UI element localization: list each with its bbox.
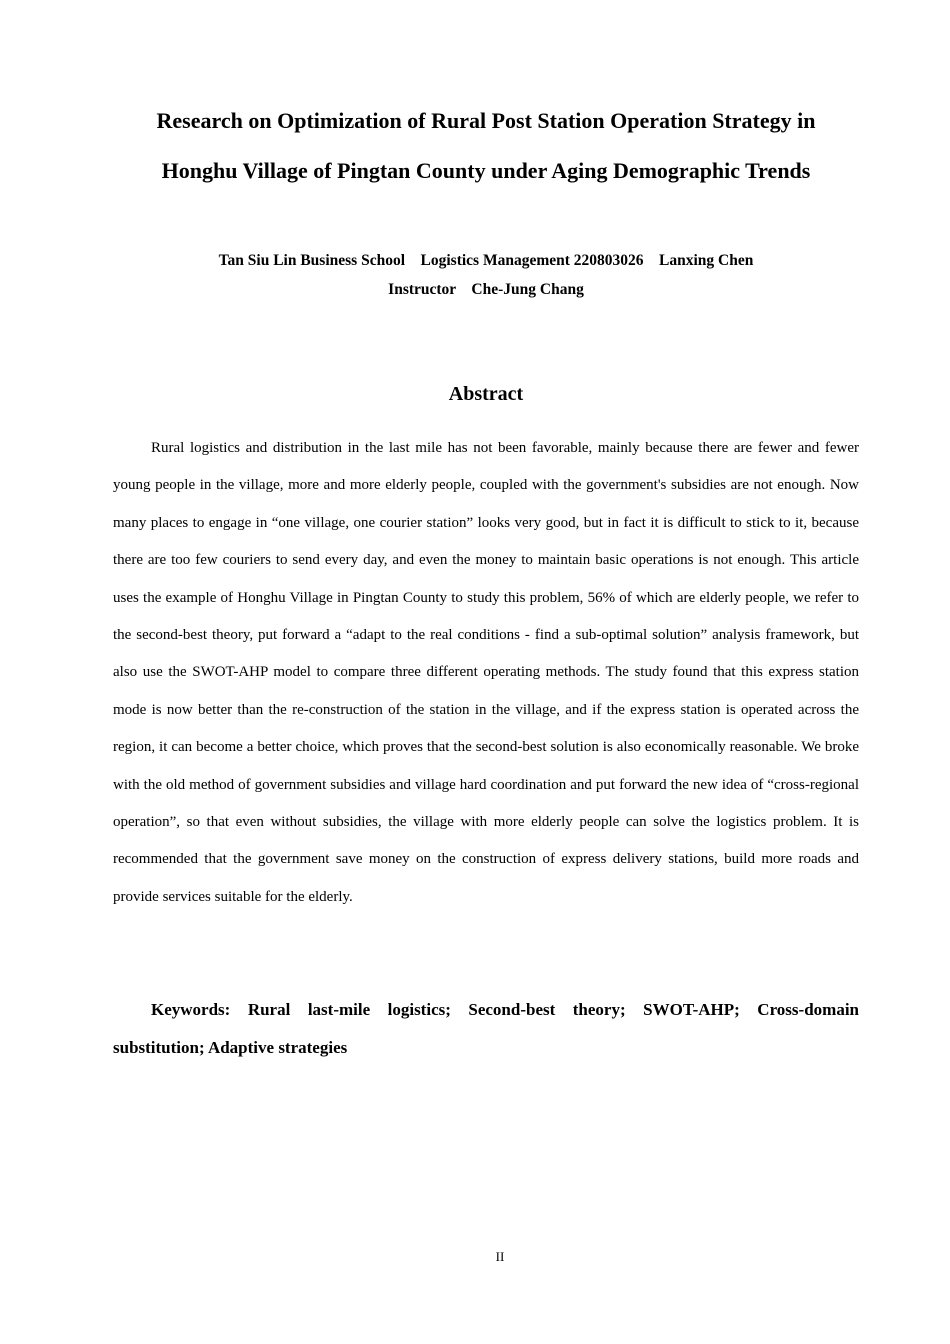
title-line-2: Honghu Village of Pingtan County under Aging Demographic Trends (161, 158, 811, 183)
author-line: Tan Siu Lin Business School Logistics Management 220803026 Lanxing Chen (218, 252, 754, 269)
instructor-line: Instructor Che-Jung Chang (388, 281, 584, 298)
keywords: Keywords: Rural last-mile logistics; Second-best theory; SWOT-AHP; Cross-domain substitution; Adaptive strategies (113, 1000, 859, 1057)
page-number: II (495, 1249, 505, 1264)
paper-title (100, 96, 872, 196)
abstract-heading: Abstract (448, 383, 524, 405)
author-info (100, 246, 872, 304)
title-line-1: Research on Optimization of Rural Post Station Operation Strategy in (156, 108, 816, 133)
abstract-body: Rural logistics and distribution in the last mile has not been favorable, mainly because there are fewer and fewer young people in the village, more and more elderly people, coupled with the government's subsidies are not enough. Now many places to engage in “one village, one courier station” looks very good, but in fact it is difficult to stick to it, because there are too few couriers to send every day, and even the money to maintain basic operations is not enough. This article uses the example of Honghu Village in Pingtan County to study this problem, 56% of which are elderly people, we refer to the second-best theory, put forward a “adapt to the real conditions - find a sub-optimal solution” analysis framework, but also use the SWOT-AHP model to compare three different operating methods. The study found that this express station mode is now better than the re-construction of the station in the village, and if the express station is operated across the region, it can become a better choice, which proves that the second-best solution is also economically reasonable. We broke with the old method of government subsidies and village hard coordination and put forward the new idea of “cross-regional operation”, so that even without subsidies, the village with more elderly people can solve the logistics problem. It is recommended that the government save money on the construction of express delivery stations, build more roads and provide services suitable for the elderly. (113, 440, 859, 905)
